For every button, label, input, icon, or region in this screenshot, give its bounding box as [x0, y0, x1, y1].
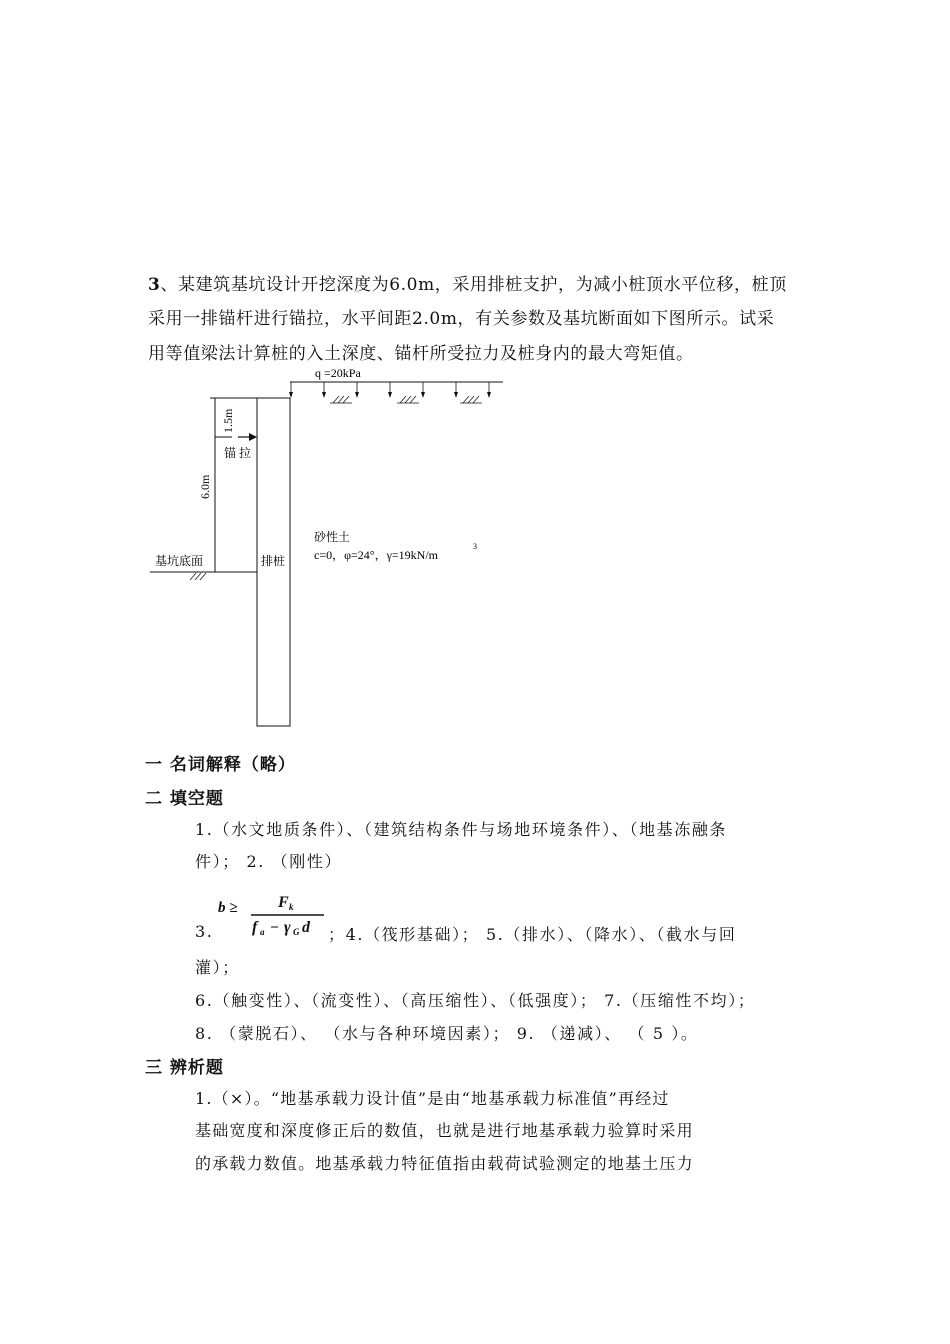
- pile-label: 排桩: [261, 554, 286, 568]
- problem-line-3: 用等值梁法计算桩的入土深度、锚杆所受拉力及桩身内的最大弯矩值。: [148, 344, 694, 364]
- svg-text:b ≥: b ≥: [218, 900, 238, 916]
- pit-bottom-label: 基坑底面: [155, 554, 204, 568]
- surcharge-arrowheads: [289, 392, 491, 398]
- svg-text:F: F: [278, 894, 289, 911]
- dim-top-label: 1.5m: [221, 408, 235, 433]
- fill-line-3: ；4.（筏形基础）； 5.（排水）、（降水）、（截水与回: [328, 925, 737, 944]
- fill-line-2: 件）； 2. （刚性）: [195, 852, 343, 871]
- soil-params: c=0，φ=24°，γ=19kN/m: [314, 548, 438, 562]
- fill-line-6: 8. （蒙脱石）、 （水与各种环境因素）； 9. （递减）、 （ 5 ）。: [195, 1024, 699, 1043]
- width-formula: [218, 891, 328, 937]
- svg-text:f: f: [252, 919, 258, 936]
- section-analysis: 三 辨析题: [145, 1058, 224, 1078]
- fill-line-3-num: 3.: [195, 922, 214, 941]
- analysis-line-3: 的承载力数值。地基承载力特征值指由载荷试验测定的地基土压力: [195, 1154, 694, 1173]
- svg-text:−: −: [270, 920, 280, 936]
- section-terms: 一 名词解释（略）: [145, 755, 296, 775]
- fill-line-1: 1.（水文地质条件）、（建筑结构条件与场地环境条件）、（地基冻融条: [195, 820, 728, 839]
- load-label: q =20kPa: [315, 366, 361, 380]
- soil-name: 砂性土: [314, 530, 351, 544]
- problem-number: 3: [148, 275, 161, 295]
- svg-text:γ: γ: [284, 919, 291, 936]
- problem-line-2: 采用一排锚杆进行锚拉，水平间距2.0m，有关参数及基坑断面如下图所示。试采: [148, 309, 775, 329]
- problem-line-1: 3、某建筑基坑设计开挖深度为6.0m，采用排桩支护，为减小桩顶水平位移，桩顶: [148, 275, 787, 295]
- soil-unit-sup: 3: [473, 542, 477, 551]
- fill-line-5: 6.（触变性）、（流变性）、（高压缩性）、（低强度）； 7.（压缩性不均）；: [195, 991, 756, 1010]
- svg-text:a: a: [260, 927, 265, 937]
- svg-text:d: d: [302, 919, 310, 936]
- fill-line-4: 灌）；: [195, 958, 240, 977]
- anchor-label: 锚 拉: [224, 446, 252, 460]
- analysis-line-2: 基础宽度和深度修正后的数值，也就是进行地基承载力验算时采用: [195, 1121, 694, 1140]
- section-fill-blank: 二 填空题: [145, 789, 224, 809]
- dim-depth-label: 6.0m: [198, 474, 212, 499]
- svg-text:k: k: [289, 902, 294, 912]
- svg-text:G: G: [293, 927, 300, 937]
- analysis-line-1: 1.（×）。“地基承载力设计值”是由“地基承载力标准值”再经过: [195, 1089, 670, 1108]
